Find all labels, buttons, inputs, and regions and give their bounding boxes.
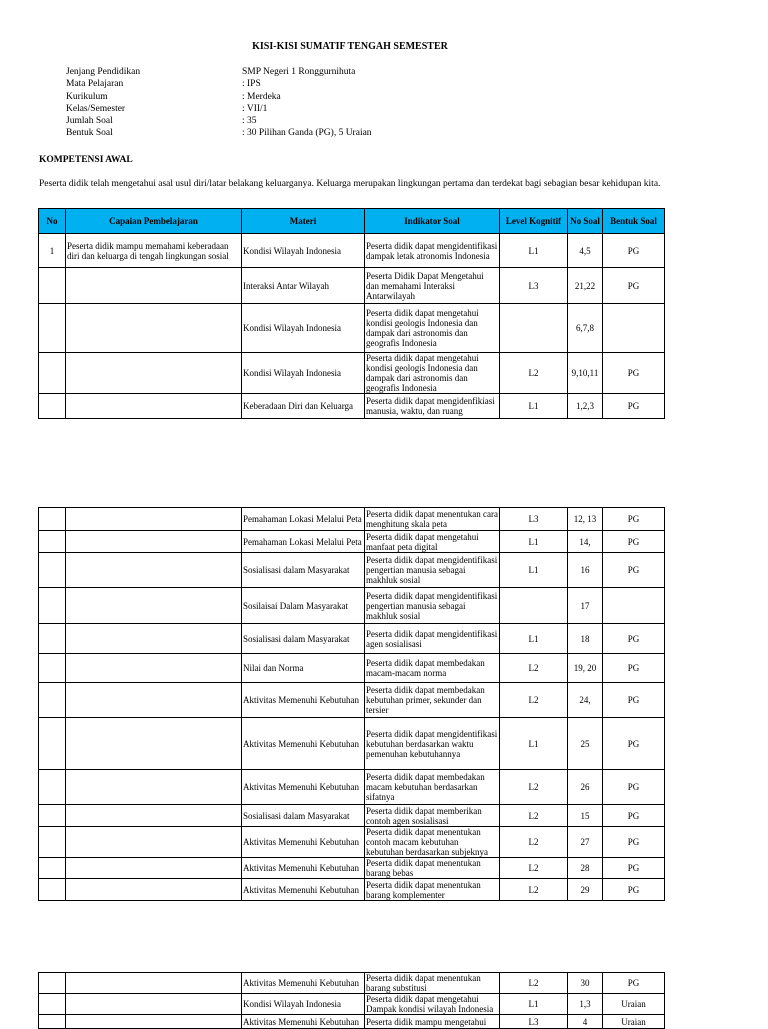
cell-no [39,994,66,1015]
cell-level: L2 [500,805,568,827]
cell-capaian [66,588,242,624]
cell-level: L2 [500,879,568,901]
cell-no [39,654,66,683]
cell-capaian [66,994,242,1015]
cell-nosoal: 9,10,11 [568,353,603,394]
cell-bentuk: PG [603,718,665,770]
cell-bentuk: Uraian [603,1015,665,1029]
cell-capaian [66,353,242,394]
table-row [39,624,665,654]
cell-capaian [66,624,242,654]
cell-bentuk: PG [603,683,665,718]
cell-materi: Sosialisasi dalam Masyarakat [242,553,365,588]
cell-no [39,624,66,654]
cell-indikator: Peserta didik dapat membedakan kebutuhan primer, sekunder dan tersier [365,683,500,718]
cell-nosoal: 29 [568,879,603,901]
cell-nosoal: 15 [568,805,603,827]
cell-bentuk: PG [603,268,665,304]
cell-no [39,531,66,553]
cell-materi: Interaksi Antar Wilayah [242,268,365,304]
info-label: Bentuk Soal [66,128,113,139]
info-row [66,78,372,90]
cell-nosoal: 19, 20 [568,654,603,683]
cell-no [39,770,66,805]
cell-nosoal: 6,7,8 [568,304,603,353]
cell-materi: Pemahaman Lokasi Melalui Peta [242,508,365,531]
cell-level: L2 [500,858,568,879]
cell-bentuk: PG [603,654,665,683]
cell-level [500,304,568,353]
cell-nosoal: 28 [568,858,603,879]
cell-level: L3 [500,268,568,304]
cell-capaian [66,770,242,805]
cell-indikator: Peserta didik dapat membedakan macam-macam norma [365,654,500,683]
column-header: No [39,209,66,234]
cell-materi: Sosialisasi dalam Masyarakat [242,624,365,654]
cell-level: L2 [500,654,568,683]
cell-materi: Aktivitas Memenuhi Kebutuhan [242,683,365,718]
cell-indikator: Peserta didik dapat mengetahui Dampak kondisi wilayah Indonesia [365,994,500,1015]
cell-materi: Aktivitas Memenuhi Kebutuhan [242,770,365,805]
table-row [39,683,665,718]
cell-indikator: Peserta didik dapat membedakan macam kebutuhan berdasarkan sifatnya [365,770,500,805]
cell-capaian [66,683,242,718]
cell-capaian [66,268,242,304]
cell-indikator: Peserta didik dapat menentukan contoh macam kebutuhan kebutuhan berdasarkan subjeknya [365,827,500,858]
cell-bentuk: PG [603,805,665,827]
cell-indikator: Peserta Didik Dapat Mengetahui dan memahami Interaksi Antarwilayah [365,268,500,304]
cell-bentuk: PG [603,394,665,419]
cell-no [39,827,66,858]
cell-indikator: Peserta didik dapat menentukan cara menghitung skala peta [366,509,498,529]
info-row [66,103,372,115]
cell-no [39,718,66,770]
cell-bentuk: PG [603,353,665,394]
kisi-table-3 [38,972,665,1029]
table-row [39,654,665,683]
cell-indikator: Peserta didik dapat mengetahui kondisi geologis Indonesia dan dampak dari astronomis dan geografis Indonesia [365,353,500,394]
cell-level: L1 [500,624,568,654]
cell-level: L3 [500,508,568,531]
cell-nosoal: 16 [568,553,603,588]
cell-bentuk: PG [603,624,665,654]
cell-no [39,683,66,718]
cell-level: L2 [500,683,568,718]
cell-indikator: Peserta didik dapat mengidentifikasi pengertian manusia sebagai makhluk sosial [365,553,500,588]
cell-capaian [66,304,242,353]
table-row [39,234,665,268]
cell-materi: Pemahaman Lokasi Melalui Peta [242,531,365,553]
kisi-table-2 [38,507,665,901]
cell-nosoal: 27 [568,827,603,858]
table-header-row [39,209,665,234]
column-header: Level Kognitif [500,209,568,234]
cell-no [39,973,66,994]
cell-capaian [66,1015,242,1029]
cell-nosoal: 4,5 [568,234,603,268]
cell-no [39,588,66,624]
cell-capaian [66,654,242,683]
cell-level: L3 [500,1015,568,1029]
table-row [39,805,665,827]
cell-nosoal: 12, 13 [568,508,603,531]
info-label: Jenjang Pendidikan [66,67,141,77]
cell-materi: Kondisi Wilayah Indonesia [242,304,365,353]
column-header: Capaian Pembelajaran [66,209,242,234]
cell-materi: Aktivitas Memenuhi Kebutuhan [242,718,365,770]
cell-indikator: Peserta didik dapat menentukan barang substitusi [365,973,500,994]
cell-capaian [66,858,242,879]
cell-capaian [66,531,242,553]
column-header: Indikator Soal [365,209,500,234]
cell-indikator: Peserta didik dapat mengetahui kondisi geologis Indonesia dan dampak dari astronomis dan geografis Indonesia [365,304,500,353]
cell-indikator: Peserta didik dapat mengidentifikasi dampak letak atronomis Indonesia [365,234,500,268]
info-value: : 35 [242,116,257,127]
cell-materi: Kondisi Wilayah Indonesia [242,994,365,1015]
table-row [39,508,665,531]
cell-level: L2 [500,770,568,805]
cell-bentuk: PG [603,553,665,588]
info-row [66,115,372,127]
cell-level: L1 [500,553,568,588]
cell-capaian [66,508,242,531]
cell-nosoal: 17 [568,588,603,624]
info-row [66,91,372,103]
cell-no [39,553,66,588]
column-header: Materi [242,209,365,234]
cell-capaian [66,879,242,901]
cell-bentuk: PG [603,234,665,268]
cell-indikator: Peserta didik mampu mengetahui [365,1015,500,1029]
info-label: Kurikulum [66,91,108,102]
info-value: : 30 Pilihan Ganda (PG), 5 Uraian [242,128,372,139]
cell-nosoal: 18 [568,624,603,654]
cell-indikator: Peserta didik dapat memberikan contoh agen sosialisasi [365,805,500,827]
cell-nosoal: 25 [568,718,603,770]
cell-materi: Aktivitas Memenuhi Kebutuhan [242,827,365,858]
cell-no [39,304,66,353]
cell-materi: Aktivitas Memenuhi Kebutuhan [242,1015,365,1029]
cell-bentuk: PG [603,531,665,553]
table-row [39,394,665,419]
table-row [39,588,665,624]
cell-capaian [66,805,242,827]
cell-nosoal: 26 [568,770,603,805]
table-row [39,1015,665,1029]
info-value: : Merdeka [242,91,281,102]
table-row [39,973,665,994]
cell-no [39,1015,66,1029]
intro-paragraph: Peserta didik telah mengetahui asal usul diri/latar belakang keluarganya. Keluarga merupakan lingkungan pertama dan terdekat bagi sebagian besar kehidupan kita. [39,179,661,189]
cell-indikator: Peserta didik dapat mengidenfikiasi manusia, waktu, dan ruang [365,394,500,419]
cell-no [39,858,66,879]
info-label: Kelas/Semester [66,103,126,114]
cell-nosoal: 1,3 [568,994,603,1015]
cell-bentuk: PG [603,858,665,879]
cell-bentuk: PG [603,879,665,901]
cell-indikator: Peserta didik dapat menentukan barang bebas [365,858,500,879]
column-header: No Soal [568,209,603,234]
cell-capaian [66,973,242,994]
cell-nosoal: 24, [568,683,603,718]
cell-capaian [66,394,242,419]
cell-materi: Sosialisasi dalam Masyarakat [242,805,365,827]
cell-bentuk: PG [603,508,665,531]
cell-capaian: Peserta didik mampu memahami keberadaan diri dan keluarga di tengah lingkungan sosial [66,234,242,268]
cell-materi: Nilai dan Norma [242,654,365,683]
cell-materi: Kondisi Wilayah Indonesia [242,353,365,394]
info-label: Jumlah Soal [66,116,113,127]
table-row [39,994,665,1015]
cell-capaian [66,718,242,770]
section-title: KOMPETENSI AWAL [39,155,133,165]
table-row [39,304,665,353]
cell-bentuk: Uraian [603,994,665,1015]
cell-no [39,508,66,531]
table-row [39,718,665,770]
table-row [39,268,665,304]
cell-nosoal: 4 [568,1015,603,1029]
cell-indikator: Peserta didik dapat menentukan barang komplementer [365,879,500,901]
info-row [66,66,372,78]
table-row [39,879,665,901]
cell-bentuk: PG [603,827,665,858]
cell-materi: Aktivitas Memenuhi Kebutuhan [242,973,365,994]
page-title: KISI-KISI SUMATIF TENGAH SEMESTER [252,41,448,52]
cell-indikator: Peserta didik dapat mengidentifikasi agen sosialisasi [365,624,500,654]
cell-level: L1 [500,531,568,553]
table-row [39,353,665,394]
cell-nosoal: 30 [568,973,603,994]
cell-level: L2 [500,973,568,994]
cell-nosoal: 14, [568,531,603,553]
table-row [39,531,665,553]
cell-level: L1 [500,994,568,1015]
kisi-table-1 [38,208,665,419]
cell-level: L1 [500,718,568,770]
cell-materi: Kondisi Wilayah Indonesia [242,234,365,268]
cell-capaian [66,553,242,588]
cell-no [39,805,66,827]
cell-indikator: Peserta didik dapat mengetahui manfaat peta digital [365,531,500,553]
document-info [66,66,372,140]
cell-no [39,353,66,394]
cell-materi: Aktivitas Memenuhi Kebutuhan [242,858,365,879]
cell-bentuk: PG [603,973,665,994]
info-value: SMP Negeri 1 Ronggurnihuta [242,67,356,77]
cell-level: L2 [500,353,568,394]
cell-materi: Sosilaisai Dalam Masyarakat [242,588,365,624]
cell-nosoal: 1,2,3 [568,394,603,419]
cell-no [39,879,66,901]
cell-no [39,394,66,419]
column-header: Bentuk Soal [603,209,665,234]
table-row [39,553,665,588]
cell-bentuk [603,588,665,624]
cell-materi: Aktivitas Memenuhi Kebutuhan [242,879,365,901]
info-value: : VII/1 [242,103,268,114]
cell-no [39,268,66,304]
table-row [39,770,665,805]
cell-indikator: Peserta didik dapat mengidentifikasi kebutuhan berdasarkan waktu pemenuhan kebutuhannya [365,718,500,770]
table-row [39,858,665,879]
info-label: Mata Pelajaran [66,79,124,90]
cell-materi: Keberadaan Diri dan Keluarga [242,394,365,419]
info-value: : IPS [242,79,261,90]
cell-level [500,588,568,624]
table-row [39,827,665,858]
cell-level: L2 [500,827,568,858]
cell-level: L1 [500,234,568,268]
cell-nosoal: 21,22 [568,268,603,304]
cell-indikator: Peserta didik dapat mengidentifikasi pengertian manusia sebagai makhluk sosial [365,588,500,624]
cell-no: 1 [39,234,66,268]
cell-capaian [66,827,242,858]
info-row [66,127,372,139]
cell-bentuk [603,304,665,353]
cell-bentuk: PG [603,770,665,805]
cell-level: L1 [500,394,568,419]
